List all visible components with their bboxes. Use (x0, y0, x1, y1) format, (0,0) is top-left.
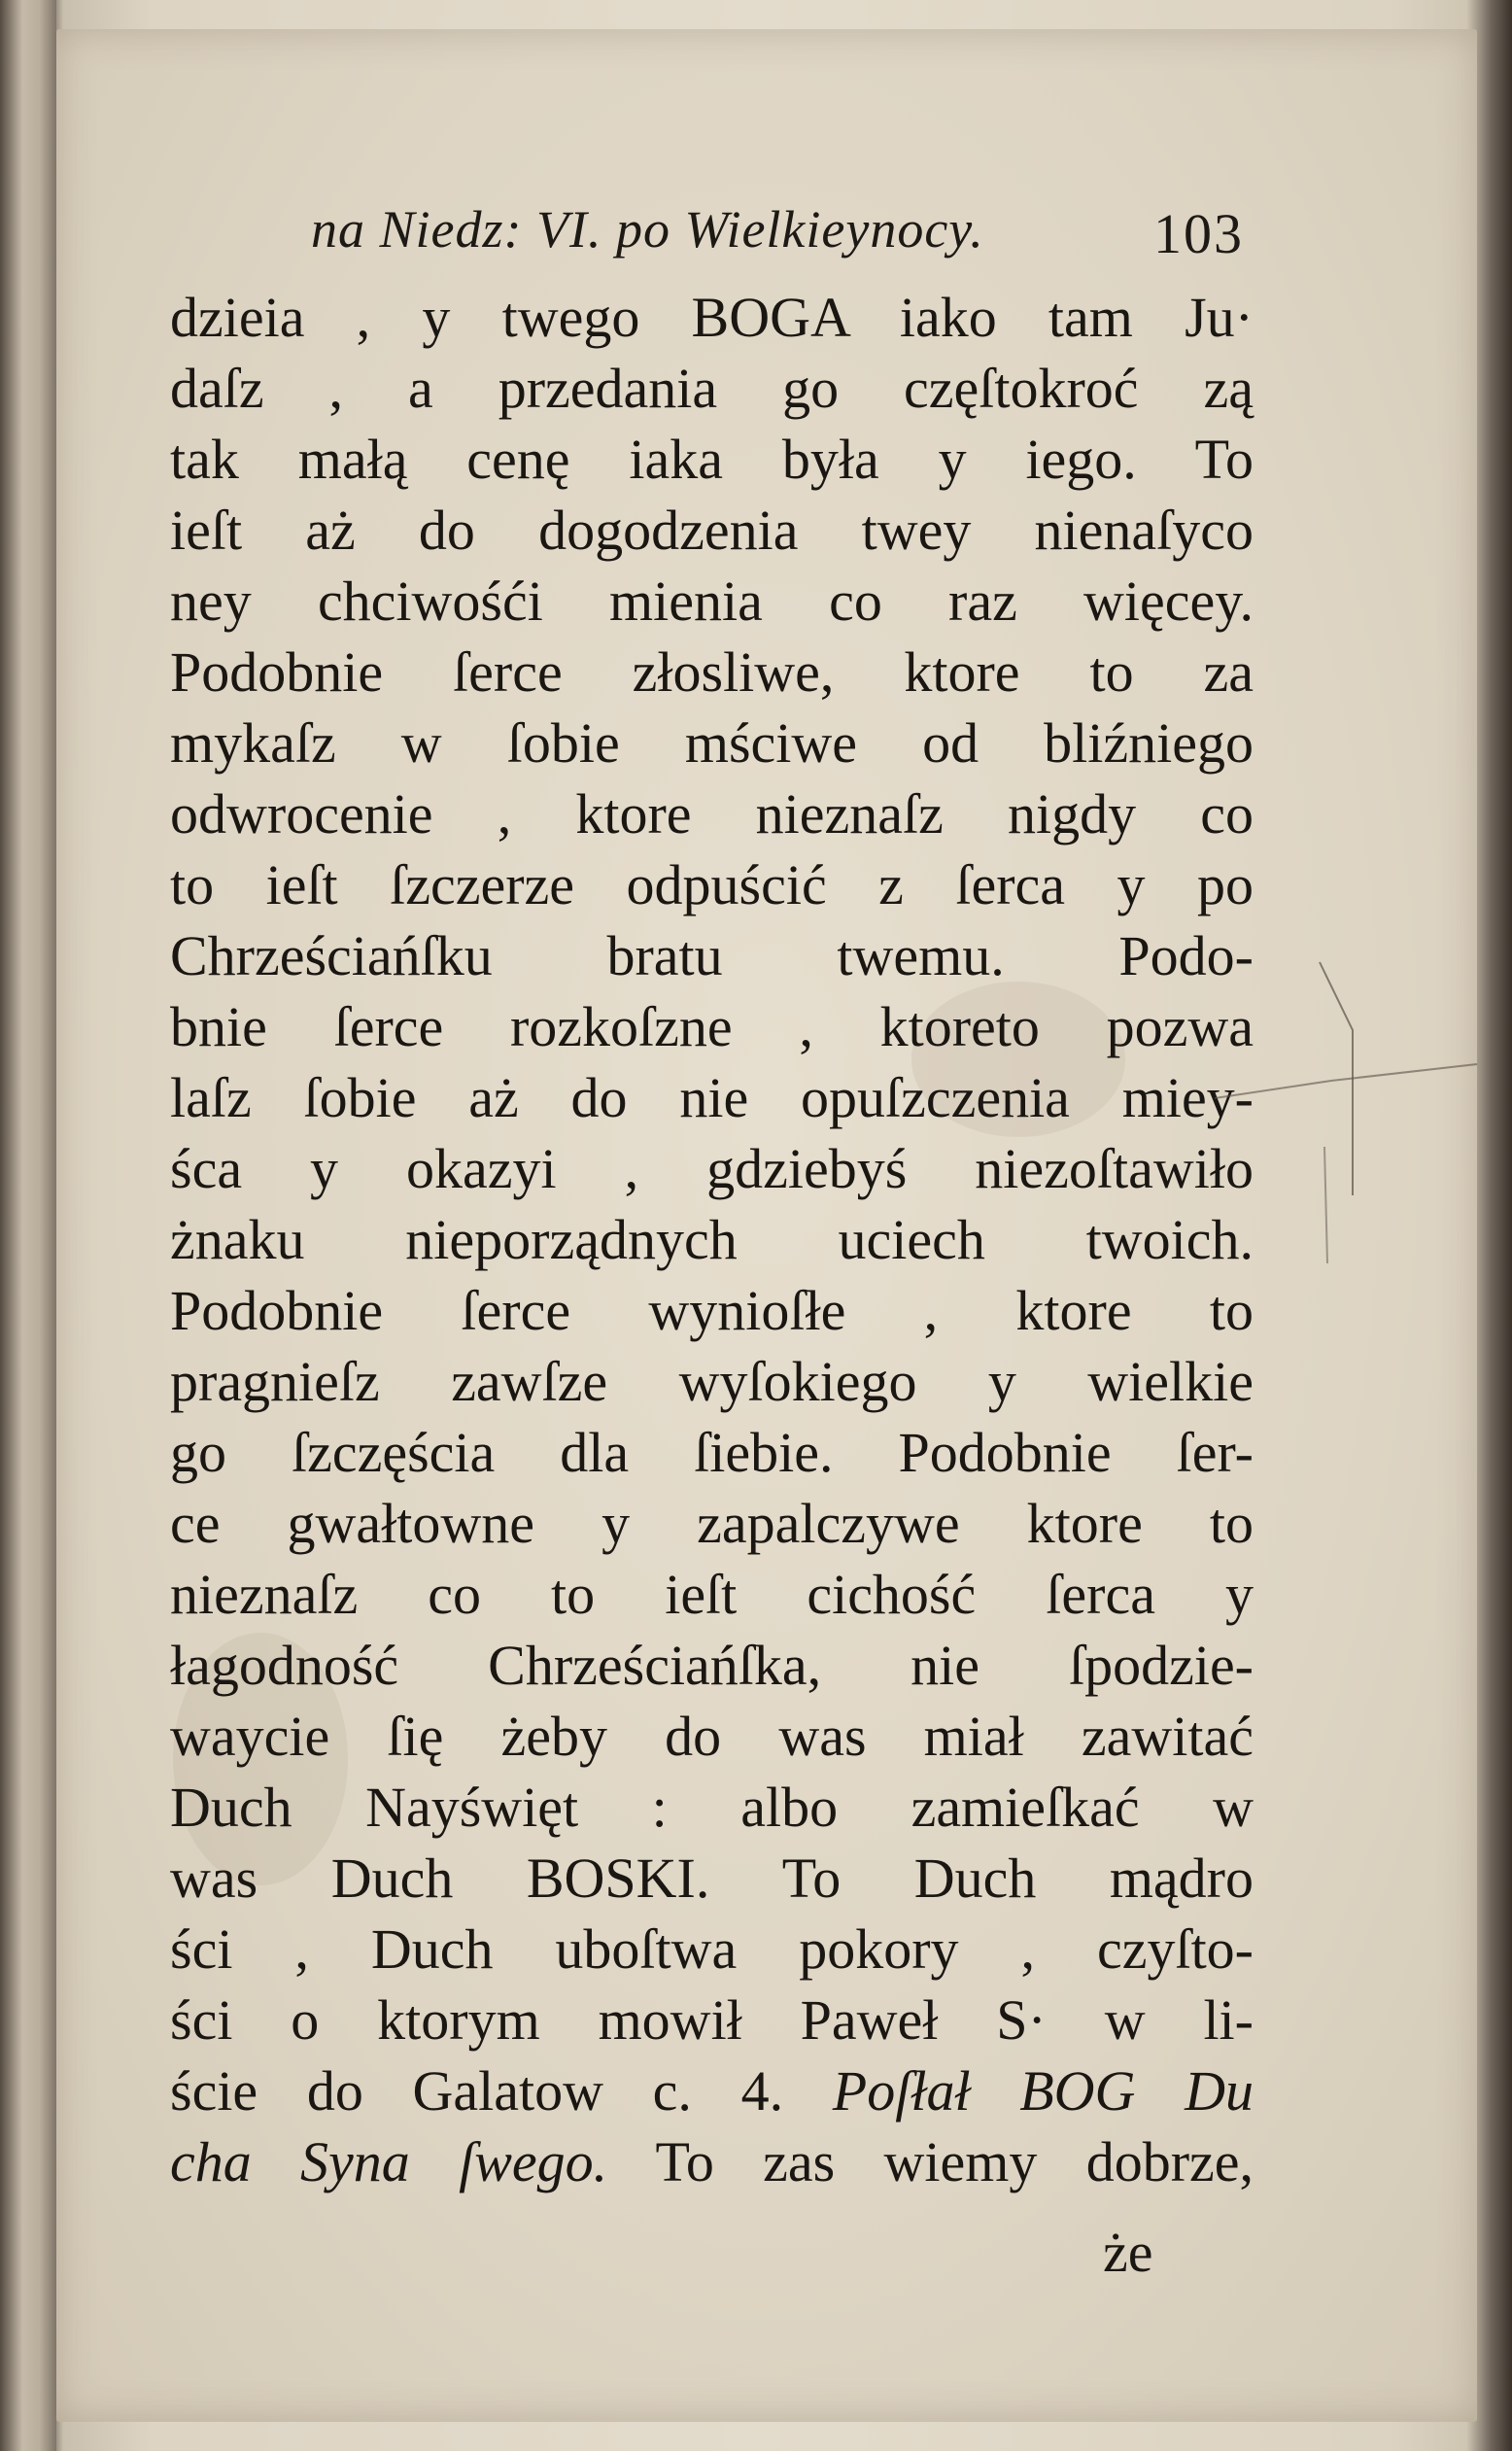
text-line: ści o ktorym mowił Paweł S· w li- (170, 1988, 1254, 2052)
text-line: to ieſt ſzczerze odpuścić z ſerca y po (170, 853, 1254, 916)
text-line: tak małą cenę iaka była y iego. To (170, 428, 1254, 491)
page-number: 103 (1153, 202, 1244, 265)
running-title: na Niedz: VI. po Wielkieynocy. (311, 200, 984, 259)
text-line: ści , Duch uboſtwa pokory , czyſto- (170, 1917, 1254, 1981)
text-line: dzieia , y twego BOGA iako tam Ju· (170, 286, 1254, 349)
text-line: mykaſz w ſobie mściwe od bliźniego (170, 711, 1254, 775)
text-line: Duch Nayświęt : albo zamieſkać w (170, 1776, 1254, 1839)
text-roman: To zas wiemy dobrze, (655, 2130, 1254, 2193)
book-spine-edge (0, 0, 56, 2451)
text-line-mixed (170, 2055, 1254, 2126)
text-line: Podobnie ſerce wynioſłe , ktore to (170, 1279, 1254, 1342)
text-line: łagodność Chrześciańſka, nie ſpodzie- (170, 1634, 1254, 1697)
text-line: bnie ſerce rozkoſzne , ktoreto pozwa (170, 995, 1254, 1058)
text-line: laſz ſobie aż do nie opuſzczenia miey- (170, 1066, 1254, 1129)
text-line-mixed (170, 2126, 1254, 2197)
text-line: nieznaſz co to ieſt cichość ſerca y (170, 1563, 1254, 1626)
text-line: ce gwałtowne y zapalczywe ktore to (170, 1492, 1254, 1555)
text-roman: ście do Galatow c. 4. (170, 2059, 784, 2123)
text-line: Podobnie ſerce złosliwe, ktore to za (170, 640, 1254, 704)
text-line: was Duch BOSKI. To Duch mądro (170, 1847, 1254, 1910)
text-line: śca y okazyi , gdziebyś niezoſtawiło (170, 1137, 1254, 1200)
text-line: Chrześciańſku bratu twemu. Podo- (170, 924, 1254, 987)
text-line: żnaku nieporządnych uciech twoich. (170, 1208, 1254, 1271)
text-line: ieſt aż do dogodzenia twey nienaſyco (170, 499, 1254, 562)
text-line: waycie ſię żeby do was miał zawitać (170, 1705, 1254, 1768)
text-italic: Poſłał BOG Du (832, 2059, 1254, 2123)
text-italic: cha Syna ſwego. (170, 2130, 608, 2193)
text-line: ney chciwośći mienia co raz więcey. (170, 570, 1254, 633)
body-text (170, 282, 1254, 2197)
text-line: odwrocenie , ktore nieznaſz nigdy co (170, 782, 1254, 846)
text-line: go ſzczęścia dla ſiebie. Podobnie ſer- (170, 1421, 1254, 1484)
text-line: pragnieſz zawſze wyſokiego y wielkie (170, 1350, 1254, 1413)
text-line: daſz , a przedania go częſtokroć zą (170, 357, 1254, 420)
running-header (311, 199, 1244, 277)
catchword: że (1103, 2221, 1153, 2284)
